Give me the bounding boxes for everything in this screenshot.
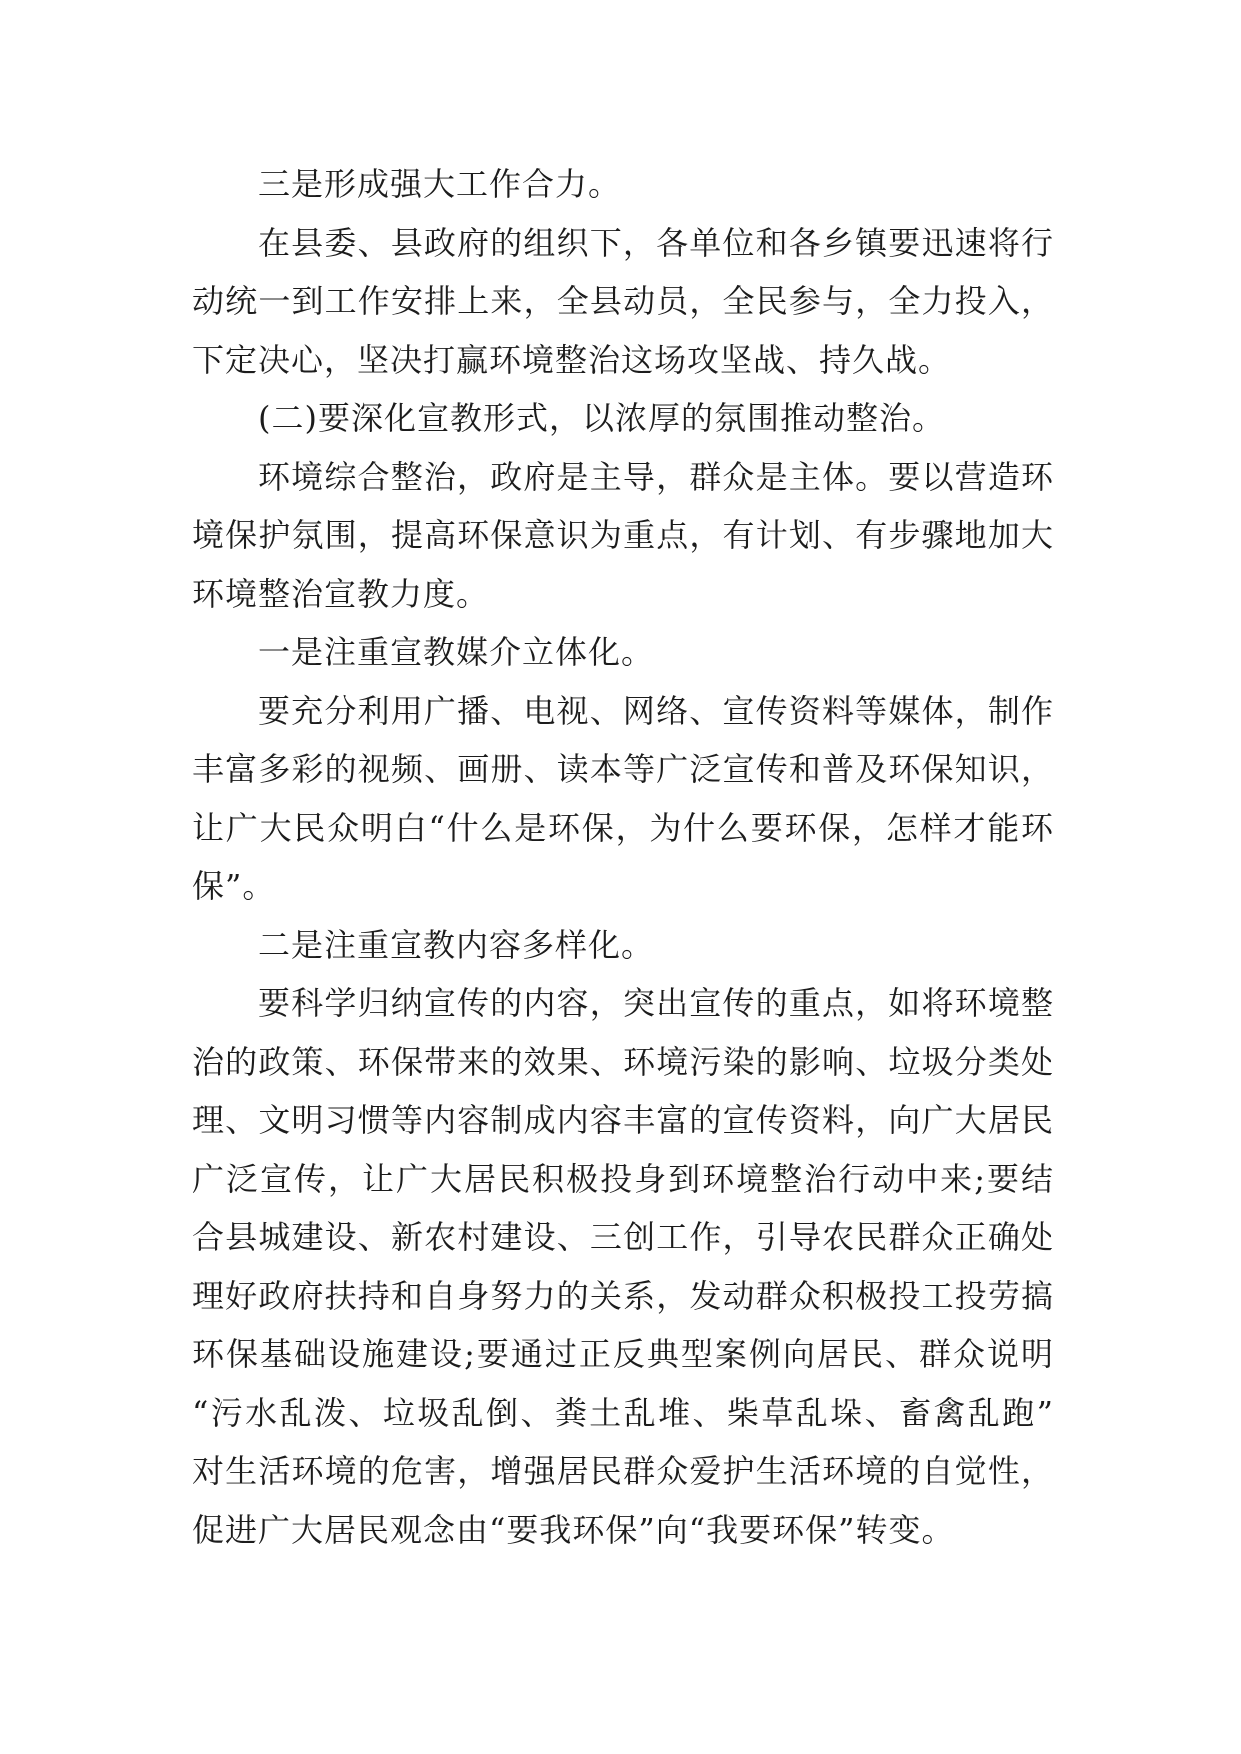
text-line: 下定决心，坚决打赢环境整治这场攻坚战、持久战。 — [192, 340, 952, 379]
text-line: 一是注重宣教媒介立体化。 — [258, 633, 655, 671]
section-heading — [192, 389, 1053, 448]
text-line: 让广大民众明白“什么是环保，为什么要环保，怎样才能环 — [192, 808, 1053, 847]
text-line: 丰富多彩的视频、画册、读本等广泛宣传和普及环保知识， — [192, 750, 1053, 788]
text-line: 境保护氛围，提高环保意识为重点，有计划、有步骤地加大 — [192, 516, 1053, 554]
paragraph-heading-three — [192, 155, 1053, 214]
text-line: 环境整治宣教力度。 — [192, 574, 490, 613]
text-line: 治的政策、环保带来的效果、环境污染的影响、垃圾分类处 — [192, 1042, 1053, 1081]
text-line: 合县城建设、新农村建设、三创工作，引导农民群众正确处 — [192, 1218, 1053, 1256]
text-line: “污水乱泼、垃圾乱倒、粪土乱堆、柴草乱垛、畜禽乱跑” — [192, 1393, 1053, 1432]
document-body — [192, 155, 1053, 1559]
paragraph-heading-one — [192, 623, 1053, 682]
paragraph — [192, 214, 1053, 390]
text-line: 要科学归纳宣传的内容，突出宣传的重点，如将环境整 — [258, 984, 1053, 1022]
text-line: 动统一到工作安排上来，全县动员，全民参与，全力投入， — [192, 282, 1053, 320]
text-line: 广泛宣传，让广大居民积极投身到环境整治行动中来;要结 — [192, 1159, 1053, 1198]
text-line: 环保基础设施建设;要通过正反典型案例向居民、群众说明 — [192, 1335, 1053, 1373]
text-line: (二)要深化宣教形式，以浓厚的氛围推动整治。 — [258, 399, 945, 437]
text-line: 三是形成强大工作合力。 — [258, 165, 622, 203]
text-line: 要充分利用广播、电视、网络、宣传资料等媒体，制作 — [258, 691, 1053, 730]
text-line: 二是注重宣教内容多样化。 — [258, 925, 655, 964]
paragraph — [192, 974, 1053, 1559]
text-line: 促进广大居民观念由“要我环保”向“我要环保”转变。 — [192, 1510, 955, 1549]
text-line: 对生活环境的危害，增强居民群众爱护生活环境的自觉性， — [192, 1452, 1053, 1490]
text-line: 环境综合整治，政府是主导，群众是主体。要以营造环 — [258, 457, 1053, 496]
text-line: 理、文明习惯等内容制成内容丰富的宣传资料，向广大居民 — [192, 1101, 1053, 1139]
paragraph — [192, 448, 1053, 624]
paragraph — [192, 682, 1053, 916]
text-line: 在县委、县政府的组织下，各单位和各乡镇要迅速将行 — [258, 223, 1053, 262]
text-line: 保”。 — [192, 867, 276, 905]
paragraph-heading-two — [192, 916, 1053, 975]
text-line: 理好政府扶持和自身努力的关系，发动群众积极投工投劳搞 — [192, 1276, 1053, 1315]
